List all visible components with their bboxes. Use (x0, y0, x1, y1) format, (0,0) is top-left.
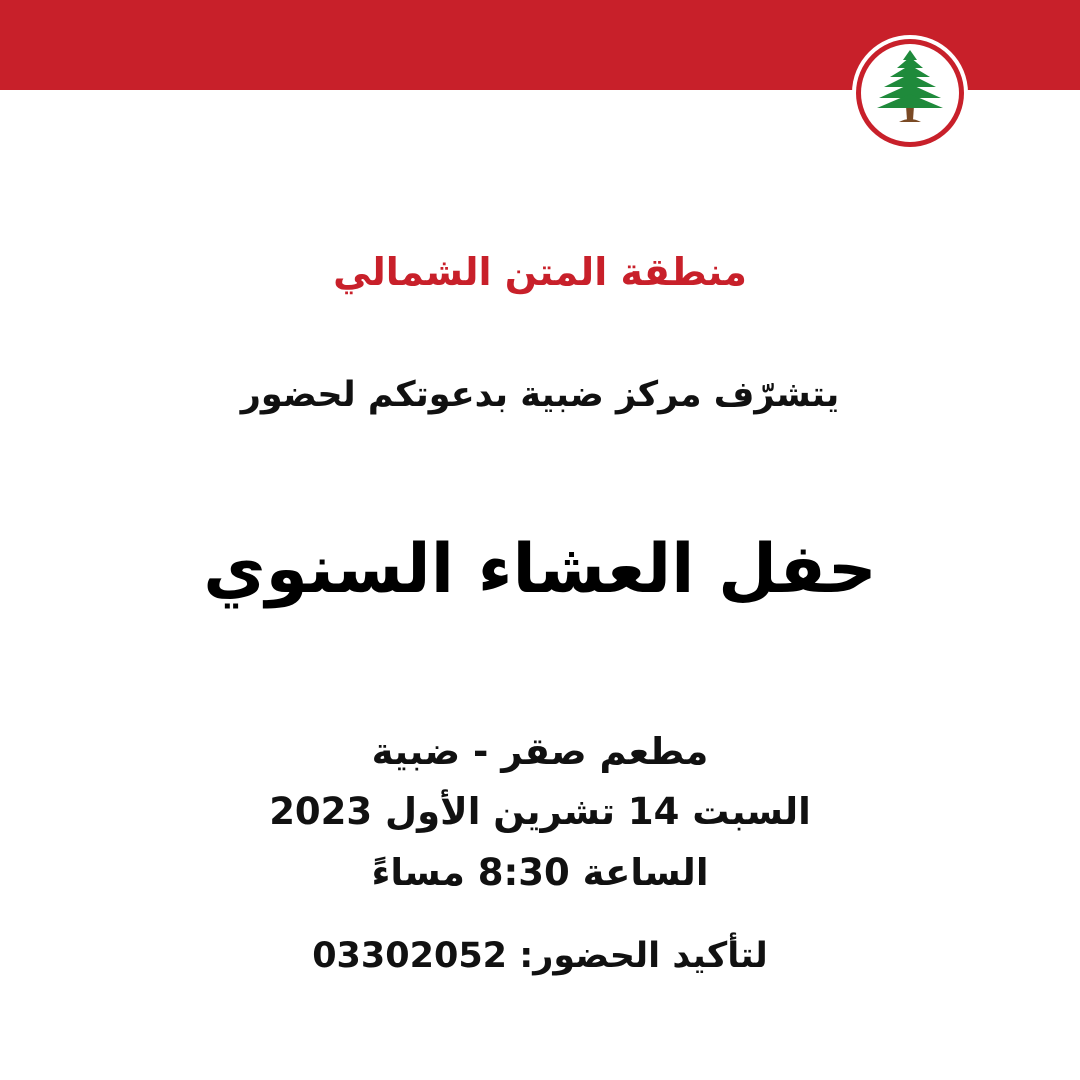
event-venue: مطعم صقر - ضبية (371, 730, 709, 773)
event-time: الساعة 8:30 مساءً (371, 851, 709, 894)
cedar-tree-icon (851, 34, 969, 152)
cedar-logo (851, 34, 969, 152)
event-title: حفل العشاء السنوي (203, 530, 877, 609)
rsvp-phone: لتأكيد الحضور: 03302052 (312, 936, 768, 976)
region-heading: منطقة المتن الشمالي (333, 250, 747, 294)
event-date: السبت 14 تشرين الأول 2023 (269, 790, 811, 833)
invitation-text: يتشرّف مركز ضبية بدعوتكم لحضور (240, 375, 840, 415)
